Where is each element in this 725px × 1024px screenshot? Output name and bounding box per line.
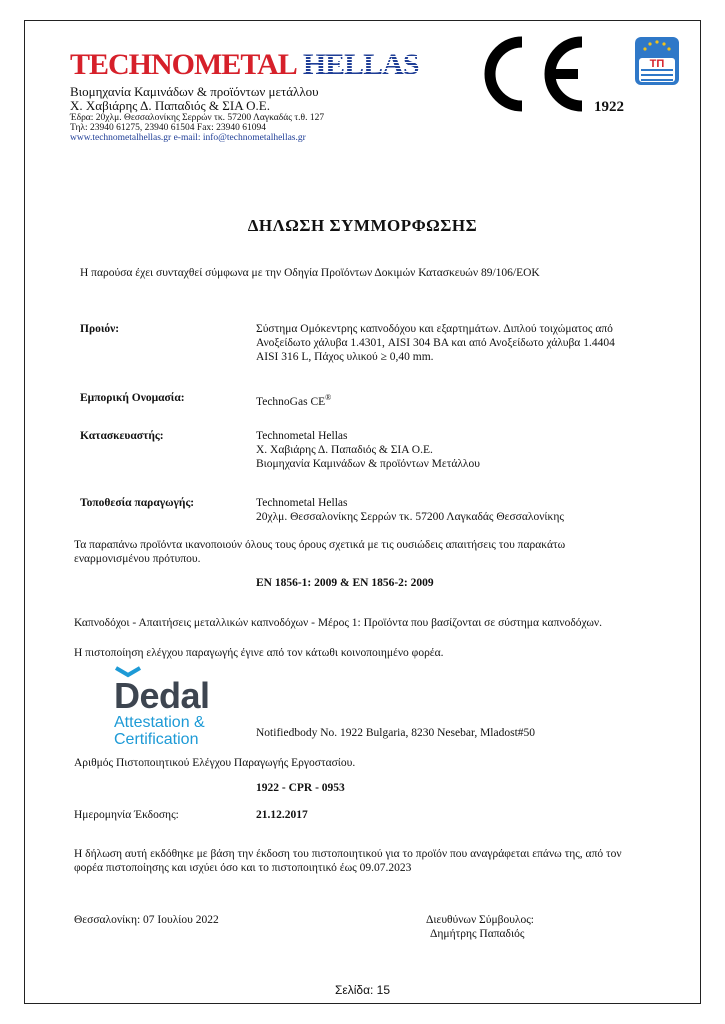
- certification-note: Η πιστοποίηση ελέγχου παραγωγής έγινε από τον κάτωθι κοινοποιημένο φορέα.: [74, 647, 444, 659]
- certification-badge-icon: [634, 36, 680, 86]
- validity-statement: [74, 847, 622, 875]
- manufacturer-line-3: Βιομηχανία Καμινάδων & προϊόντων Μετάλλου: [256, 458, 480, 470]
- company-logo: [70, 50, 419, 80]
- dedal-logo: [114, 666, 210, 748]
- location-line-2: 20χλμ. Θεσσαλονίκης Σερρών τκ. 57200 Λαγκαδάς Θεσσαλονίκης: [256, 511, 564, 523]
- compliance-line-2: εναρμονισμένου πρότυπου.: [74, 553, 201, 565]
- compliance-statement: [74, 538, 565, 566]
- manufacturer-line-2: Χ. Χαβιάρης Δ. Παπαδιός & ΣΙΑ Ο.Ε.: [256, 444, 433, 456]
- logo-hellas: HELLAS: [302, 48, 419, 81]
- product-line-1: Σύστημα Ομόκεντρης καπνοδόχου και εξαρτημάτων. Διπλού τοιχώματος από: [256, 323, 613, 335]
- issue-date-label: Ημερομηνία Έκδοσης:: [74, 809, 179, 821]
- manufacturer-label: Κατασκευαστής:: [80, 430, 164, 442]
- logo-technometal: TECHNOMETAL: [70, 48, 297, 81]
- document-title: ΔΗΛΩΣΗ ΣΥΜΜΟΡΦΩΣΗΣ: [247, 216, 478, 235]
- company-address: Έδρα: 20χλμ. Θεσσαλονίκης Σερρών τκ. 57200 Λαγκαδάς τ.θ. 127: [70, 113, 325, 123]
- signatory-name: Δημήτρης Παπαδιός: [430, 928, 525, 940]
- trade-name-label: Εμπορική Ονομασία:: [80, 392, 185, 404]
- badge-text: ΤΠ: [649, 58, 665, 70]
- product-description: [256, 322, 615, 364]
- product-line-2: Ανοξείδωτο χάλυβα 1.4301, AISI 304 BA και από Ανοξείδωτο χάλυβα 1.4404: [256, 337, 615, 349]
- issue-date: 21.12.2017: [256, 809, 308, 821]
- manufacturer-line-1: Technometal Hellas: [256, 430, 348, 442]
- product-label: Προιόν:: [80, 323, 120, 335]
- standard-description: Καπνοδόχοι - Απαιτήσεις μεταλλικών καπνοδόχων - Μέρος 1: Προϊόντα που βασίζονται σε σύστημα καπνοδόχων.: [74, 617, 602, 629]
- location-details: [256, 496, 564, 524]
- standard-reference: EN 1856-1: 2009 & EN 1856-2: 2009: [256, 577, 434, 589]
- validity-line-2: φορέα πιστοποίησης και ισχύει όσο και το πιστοποιητικό έως 09.07.2023: [74, 862, 412, 874]
- signatory-title: Διευθύνων Σύμβουλος:: [426, 914, 534, 926]
- place-date: Θεσσαλονίκη: 07 Ιουλίου 2022: [74, 914, 219, 926]
- intro-text: Η παρούσα έχει συνταχθεί σύμφωνα με την Οδηγία Προϊόντων Δοκιμών Κατασκευών 89/106/ΕΟΚ: [80, 267, 540, 279]
- dedal-line-2: Certification: [114, 731, 199, 748]
- certificate-number: 1922 - CPR - 0953: [256, 782, 345, 794]
- location-line-1: Technometal Hellas: [256, 497, 348, 509]
- signatory-block: [426, 913, 534, 941]
- company-line-1: Βιομηχανία Καμινάδων & προϊόντων μετάλλου: [70, 84, 319, 99]
- factory-cert-label: Αριθμός Πιστοποιητικού Ελέγχου Παραγωγής Εργοστασίου.: [74, 757, 356, 769]
- dedal-line-1: Attestation &: [114, 714, 205, 731]
- notified-body: Notifiedbody No. 1922 Bulgaria, 8230 Nesebar, Mladost#50: [256, 727, 536, 739]
- validity-line-1: Η δήλωση αυτή εκδόθηκε με βάση την έκδοση του πιστοποιητικού για το προϊόν που αναγράφεται επάνω της, από τον: [74, 848, 622, 860]
- ce-number: 1922: [594, 99, 624, 115]
- compliance-line-1: Τα παραπάνω προϊόντα ικανοποιούν όλους τους όρους σχετικά με τις ουσιώδεις απαιτήσεις του παρακάτω: [74, 539, 566, 551]
- location-label: Τοποθεσία παραγωγής:: [80, 497, 195, 509]
- dedal-wordmark: Dedal: [114, 675, 210, 716]
- trade-name-text: TechnoGas CE: [256, 395, 326, 408]
- company-line-2: Χ. Χαβιάρης Δ. Παπαδιός & ΣΙΑ Ο.Ε.: [70, 98, 270, 113]
- company-web: www.technometalhellas.gr e-mail: info@technometalhellas.gr: [70, 133, 306, 143]
- registered-mark: ®: [325, 393, 332, 402]
- trade-name: [256, 391, 331, 409]
- company-phones: Τηλ: 23940 61275, 23940 61504 Fax: 23940 61094: [70, 123, 267, 133]
- product-line-3: AISI 316 L, Πάχος υλικού ≥ 0,40 mm.: [256, 351, 434, 363]
- ce-mark-icon: [472, 34, 592, 114]
- page-number: Σελίδα: 15: [334, 983, 391, 997]
- manufacturer-details: [256, 429, 480, 471]
